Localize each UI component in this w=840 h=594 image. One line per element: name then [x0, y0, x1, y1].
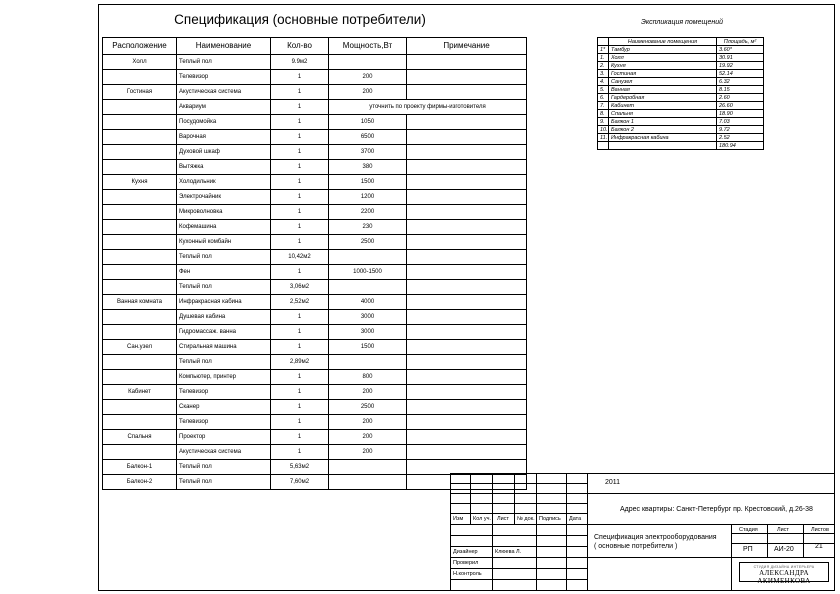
cell-location [103, 265, 177, 280]
exp-num: 1. [598, 54, 609, 62]
col-location: Расположение [103, 38, 177, 55]
cell-name: Стиральная машина [177, 340, 271, 355]
explication-header-row [598, 38, 764, 46]
exp-room: Кабинет [609, 102, 717, 110]
stamp-col-doc: № док. [517, 516, 535, 522]
exp-area: 3.60* [717, 46, 764, 54]
cell-power [329, 475, 407, 490]
cell-location: Сан.узел [103, 340, 177, 355]
stamp-col-kol: Кол уч. [473, 516, 492, 522]
cell-location: Ванная комната [103, 295, 177, 310]
cell-qty: 2,89м2 [271, 355, 329, 370]
cell-note [407, 430, 527, 445]
cell-note [407, 85, 527, 100]
cell-qty: 1 [271, 85, 329, 100]
cell-name: Варочная [177, 130, 271, 145]
table-row [103, 370, 527, 385]
cell-power [329, 355, 407, 370]
cell-note [407, 400, 527, 415]
col-name: Наименование [177, 38, 271, 55]
cell-name: Аквариум [177, 100, 271, 115]
exp-room: Инфракрасная кабина [609, 134, 717, 142]
cell-note [407, 370, 527, 385]
list-item [598, 134, 764, 142]
cell-power: 1200 [329, 190, 407, 205]
cell-power: 200 [329, 385, 407, 400]
table-row [103, 340, 527, 355]
table-row [103, 160, 527, 175]
cell-power: 2500 [329, 400, 407, 415]
cell-qty: 1 [271, 430, 329, 445]
cell-power: 200 [329, 445, 407, 460]
exp-room: Холл [609, 54, 717, 62]
stamp-sheet-title-1: Спецификация электрооборудования [594, 534, 717, 541]
cell-power [329, 280, 407, 295]
table-row [103, 145, 527, 160]
cell-location: Гостиная [103, 85, 177, 100]
stamp-year: 2011 [605, 479, 621, 486]
cell-qty: 1 [271, 145, 329, 160]
cell-power: 2500 [329, 235, 407, 250]
cell-power: 3000 [329, 310, 407, 325]
cell-power: 1000-1500 [329, 265, 407, 280]
cell-location [103, 115, 177, 130]
logo-subtitle: СТУДИЯ ДИЗАЙНА ИНТЕРЬЕРА [753, 565, 815, 569]
exp-num: 7. [598, 102, 609, 110]
stamp-col-izm: Изм [453, 516, 464, 522]
cell-location [103, 205, 177, 220]
specification-table [102, 37, 527, 490]
cell-note [407, 175, 527, 190]
table-row [103, 115, 527, 130]
exp-room: Гардеробная [609, 94, 717, 102]
cell-location [103, 400, 177, 415]
page-title: Спецификация (основные потребители) [174, 12, 426, 27]
stamp-sheet-label: Лист [777, 527, 789, 533]
table-row [103, 445, 527, 460]
cell-note [407, 130, 527, 145]
exp-area: 30.91 [717, 54, 764, 62]
logo-name: АЛЕКСАНДРА АКИМЕНКОВА [757, 569, 811, 585]
cell-location [103, 415, 177, 430]
cell-qty: 1 [271, 175, 329, 190]
cell-name: Кухонный комбайн [177, 235, 271, 250]
cell-note [407, 235, 527, 250]
cell-power [329, 250, 407, 265]
cell-power: 380 [329, 160, 407, 175]
cell-note [407, 385, 527, 400]
list-item [598, 62, 764, 70]
cell-qty: 1 [271, 370, 329, 385]
exp-num: 1* [598, 46, 609, 54]
cell-qty: 7,60м2 [271, 475, 329, 490]
table-row [103, 220, 527, 235]
exp-area: 6.32 [717, 78, 764, 86]
cell-name: Теплый пол [177, 250, 271, 265]
explication-table [597, 37, 764, 150]
cell-qty: 1 [271, 310, 329, 325]
cell-location [103, 355, 177, 370]
stamp-address: Адрес квартиры: Санкт-Петербург пр. Крестовский, д.26-38 [620, 506, 813, 513]
cell-qty: 1 [271, 325, 329, 340]
cell-note [407, 190, 527, 205]
cell-note [407, 340, 527, 355]
cell-name: Компьютер, принтер [177, 370, 271, 385]
exp-room: Гостиная [609, 70, 717, 78]
explication-title: Экспликация помещений [641, 19, 723, 26]
cell-name: Сканер [177, 400, 271, 415]
cell-qty: 1 [271, 340, 329, 355]
cell-location [103, 310, 177, 325]
exp-num: 6. [598, 94, 609, 102]
cell-note [407, 415, 527, 430]
exp-col-area: Площадь, м² [717, 38, 764, 46]
cell-qty: 2,52м2 [271, 295, 329, 310]
cell-note [407, 295, 527, 310]
cell-name: Гидромассаж. ванна [177, 325, 271, 340]
cell-name: Теплый пол [177, 475, 271, 490]
exp-col-num [598, 38, 609, 46]
cell-qty: 5,63м2 [271, 460, 329, 475]
cell-location [103, 160, 177, 175]
list-item [598, 86, 764, 94]
stamp-sheet: АИ-20 [774, 546, 794, 553]
cell-power: 200 [329, 415, 407, 430]
exp-room: Санузел [609, 78, 717, 86]
stamp-sheet-title-2: ( основные потребители ) [594, 543, 678, 550]
cell-qty: 1 [271, 220, 329, 235]
cell-power: 230 [329, 220, 407, 235]
table-row [103, 430, 527, 445]
list-item [598, 102, 764, 110]
cell-name: Инфракрасная кабина [177, 295, 271, 310]
stamp-sheets: 21 [815, 543, 823, 550]
exp-room [609, 142, 717, 150]
cell-note [407, 325, 527, 340]
stamp-col-list: Лист [497, 516, 509, 522]
cell-name: Теплый пол [177, 55, 271, 70]
cell-name: Фен [177, 265, 271, 280]
list-item [598, 70, 764, 78]
table-row [103, 190, 527, 205]
cell-location: Кабинет [103, 385, 177, 400]
cell-location: Спальня [103, 430, 177, 445]
table-row [103, 295, 527, 310]
exp-area: 9.72 [717, 126, 764, 134]
cell-power: 2200 [329, 205, 407, 220]
stamp-sheets-label: Листов [811, 527, 829, 533]
list-item [598, 54, 764, 62]
cell-name: Холодильник [177, 175, 271, 190]
exp-room: Кухня [609, 62, 717, 70]
exp-room: Тамбур [609, 46, 717, 54]
cell-name: Проектор [177, 430, 271, 445]
cell-note [407, 310, 527, 325]
cell-note [407, 445, 527, 460]
table-row [103, 70, 527, 85]
exp-num: 11. [598, 134, 609, 142]
exp-room: Балкон 2 [609, 126, 717, 134]
exp-num: 4. [598, 78, 609, 86]
exp-room: Спальня [609, 110, 717, 118]
table-row [103, 250, 527, 265]
exp-num: 10. [598, 126, 609, 134]
spec-header-row [103, 38, 527, 55]
cell-power: 1500 [329, 175, 407, 190]
exp-num: 8. [598, 110, 609, 118]
stamp-col-sign: Подпись [539, 516, 561, 522]
cell-note [407, 55, 527, 70]
cell-note [407, 145, 527, 160]
cell-qty: 1 [271, 115, 329, 130]
stamp-designer-label: Дизайнер [453, 549, 478, 555]
stamp-norm-label: Н.контроль [453, 571, 482, 577]
col-qty: Кол-во [271, 38, 329, 55]
cell-power: 3700 [329, 145, 407, 160]
col-note: Примечание [407, 38, 527, 55]
cell-name: Теплый пол [177, 280, 271, 295]
cell-name: Электрочайник [177, 190, 271, 205]
cell-name: Вытяжка [177, 160, 271, 175]
stamp-stage-label: Стадия [739, 527, 758, 533]
exp-num [598, 142, 609, 150]
table-row [103, 235, 527, 250]
list-item [598, 142, 764, 150]
table-row [103, 205, 527, 220]
table-row [103, 55, 527, 70]
cell-location: Кухня [103, 175, 177, 190]
cell-name: Телевизор [177, 70, 271, 85]
cell-power: 3000 [329, 325, 407, 340]
cell-location [103, 190, 177, 205]
stamp-designer: Клюева Л. [495, 549, 522, 555]
exp-area: 2.52 [717, 134, 764, 142]
cell-note [407, 265, 527, 280]
table-row [103, 130, 527, 145]
cell-name: Акустическая система [177, 445, 271, 460]
cell-note [407, 280, 527, 295]
cell-note [407, 70, 527, 85]
cell-name: Телевизор [177, 385, 271, 400]
cell-power: 200 [329, 85, 407, 100]
stamp-stage: РП [743, 546, 753, 553]
cell-qty: 10,42м2 [271, 250, 329, 265]
list-item [598, 46, 764, 54]
exp-num: 9. [598, 118, 609, 126]
cell-location [103, 370, 177, 385]
cell-note [407, 205, 527, 220]
exp-area: 7.03 [717, 118, 764, 126]
exp-room: Ванная [609, 86, 717, 94]
exp-num: 5. [598, 86, 609, 94]
cell-name: Кофемашина [177, 220, 271, 235]
table-row [103, 310, 527, 325]
cell-note [407, 220, 527, 235]
exp-area: 8.15 [717, 86, 764, 94]
cell-location [103, 445, 177, 460]
exp-col-room: Наименование помещения [609, 38, 717, 46]
cell-qty: 1 [271, 190, 329, 205]
table-row [103, 385, 527, 400]
cell-name: Микроволновка [177, 205, 271, 220]
cell-qty: 1 [271, 445, 329, 460]
cell-note [407, 355, 527, 370]
exp-num: 2. [598, 62, 609, 70]
cell-power: 6500 [329, 130, 407, 145]
cell-location: Холл [103, 55, 177, 70]
table-row [103, 355, 527, 370]
cell-name: Теплый пол [177, 355, 271, 370]
cell-qty: 1 [271, 205, 329, 220]
cell-power [329, 460, 407, 475]
list-item [598, 110, 764, 118]
cell-name: Душевая кабина [177, 310, 271, 325]
table-row [103, 325, 527, 340]
cell-name: Телевизор [177, 415, 271, 430]
table-row [103, 415, 527, 430]
cell-qty: 3,06м2 [271, 280, 329, 295]
cell-name: Духовой шкаф [177, 145, 271, 160]
cell-name: Акустическая система [177, 85, 271, 100]
cell-qty: 1 [271, 130, 329, 145]
cell-qty: 1 [271, 265, 329, 280]
list-item [598, 126, 764, 134]
exp-area: 26.60 [717, 102, 764, 110]
exp-num: 3. [598, 70, 609, 78]
cell-location: Балкон-1 [103, 460, 177, 475]
exp-area: 18.90 [717, 110, 764, 118]
cell-power: 1050 [329, 115, 407, 130]
cell-name: Посудомойка [177, 115, 271, 130]
exp-area: 180.94 [717, 142, 764, 150]
cell-qty: 1 [271, 70, 329, 85]
col-power: Мощность,Вт [329, 38, 407, 55]
cell-location [103, 100, 177, 115]
cell-location [103, 145, 177, 160]
cell-qty: 1 [271, 160, 329, 175]
table-row [103, 175, 527, 190]
stamp-col-date: Дата [569, 516, 582, 522]
cell-qty: 1 [271, 235, 329, 250]
exp-area: 2.60 [717, 94, 764, 102]
table-row [103, 280, 527, 295]
exp-area: 19.92 [717, 62, 764, 70]
cell-location [103, 235, 177, 250]
cell-power: 200 [329, 430, 407, 445]
studio-logo [739, 562, 829, 585]
table-row [103, 265, 527, 280]
cell-qty: 1 [271, 415, 329, 430]
cell-power: 1500 [329, 340, 407, 355]
cell-location [103, 250, 177, 265]
table-row [103, 100, 527, 115]
cell-qty: 9.9м2 [271, 55, 329, 70]
cell-location [103, 70, 177, 85]
cell-note [407, 160, 527, 175]
cell-location [103, 220, 177, 235]
cell-power: 200 [329, 70, 407, 85]
cell-location [103, 130, 177, 145]
cell-qty: 1 [271, 100, 329, 115]
cell-power [329, 55, 407, 70]
exp-area: 52.14 [717, 70, 764, 78]
cell-location [103, 280, 177, 295]
cell-name: Теплый пол [177, 460, 271, 475]
list-item [598, 78, 764, 86]
exp-room: Балкон 1 [609, 118, 717, 126]
cell-location: Балкон-2 [103, 475, 177, 490]
cell-power: 800 [329, 370, 407, 385]
table-row [103, 85, 527, 100]
list-item [598, 94, 764, 102]
stamp-checked-label: Проверил [453, 560, 479, 566]
cell-note [407, 115, 527, 130]
cell-location [103, 325, 177, 340]
list-item [598, 118, 764, 126]
cell-qty: 1 [271, 385, 329, 400]
cell-power: уточнить по проекту фирмы-изготовителя [329, 100, 527, 115]
cell-power: 4000 [329, 295, 407, 310]
cell-qty: 1 [271, 400, 329, 415]
cell-note [407, 250, 527, 265]
table-row [103, 400, 527, 415]
